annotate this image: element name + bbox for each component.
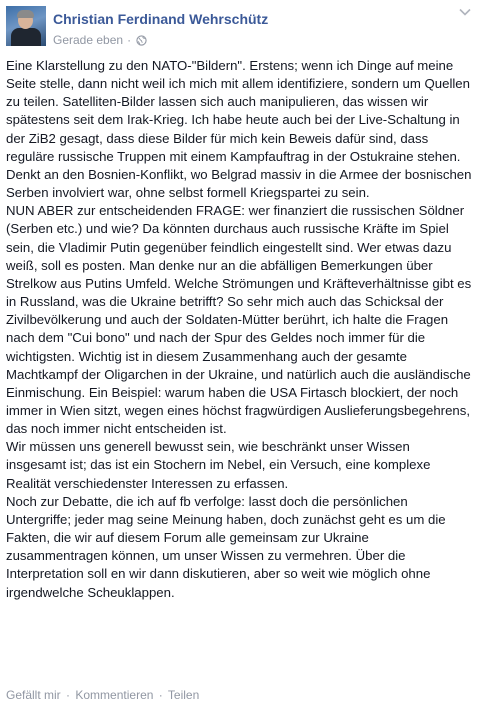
post-timestamp[interactable]: Gerade eben: [53, 33, 124, 47]
avatar-figure-body: [11, 28, 41, 46]
post-body-text: Eine Klarstellung zu den NATO-"Bildern". Erstens; wenn ich Dinge auf meine Seite stelle, dann nicht weil ich mich mit allem identifiziere, sondern um Quellen zu teilen. Satelliten-Bilder lassen sich auch manipulieren, das wissen wir spätestens seit dem Irak-Krieg. Ich habe heute auch bei der Live-Schaltung in der ZiB2 gesagt, dass diese Bilder für mich kein Beweis dafür sind, dass reguläre russische Truppen mit einem Kampfauftrag in der Ostukraine stehen. Denkt an den Bosnien-Konflikt, wo Belgrad massiv in die Armee der bosnischen Serben involviert war, ohne selbst formell Kriegspartei zu sein. NUN ABER zur entscheidenden FRAGE: wer finanziert die russischen Söldner (Serben etc.) und wie? Da könnten durchaus auch russische Kräfte im Spiel sein, die Vladimir Putin gegenüber feindlich eingestellt sind. Wer etwas dazu weiß, soll es posten. Man denke nur an die abfälligen Bemerkungen über Strelkow aus Putins Umfeld. Welche Strömungen und Kräfteverhältnisse gibt es in Russland, was die Ukraine betrifft? So sehr mich auch das Schicksal der Zivilbevölkerung und auch der Soldaten-Mütter berührt, ich halte die Fragen nach dem "Cui bono" und nach der Spur des Geldes noch immer für die wichtigsten. Wichtig ist in diesem Zusammenhang auch der gesamte Machtkampf der Oligarchen in der Ukraine, und natürlich auch die ausländische Einmischung. Ein Beispiel: warum haben die USA Firtasch blockiert, der noch immer in Wien sitzt, wegen eines höchst fragwürdigen Auslieferungsbegehrens, das noch immer nicht entscheiden ist. Wir müssen uns generell bewusst sein, wie beschränkt unser Wissen insgesamt ist; das ist ein Stochern im Nebel, ein Versuch, eine komplexe Realität verschiedenster Interessen zu erfassen. Noch zur Debatte, die ich auf fb verfolge: lasst doch die persönlichen Untergriffe; jeder mag seine Meinung haben, doch zunächst geht es um die Fakten, die wir auf diesem Forum alle gemeinsam zur Ukraine zusammentragen können, um unser Wissen zu vermehren. Über die Interpretation soll en wir dann diskutieren, aber so weit wie möglich ohne irgendwelche Scheuklappen.: [6, 58, 472, 600]
post-meta: [53, 33, 147, 47]
share-link[interactable]: Teilen: [167, 688, 200, 702]
post-actions: [6, 688, 199, 702]
meta-separator: ·: [127, 33, 132, 47]
author-avatar[interactable]: [6, 6, 46, 46]
like-link[interactable]: Gefällt mir: [6, 688, 61, 702]
chevron-down-icon[interactable]: [458, 6, 472, 18]
author-name-link[interactable]: Christian Ferdinand Wehrschütz: [53, 11, 269, 27]
avatar-figure-hair: [17, 10, 34, 18]
comment-link[interactable]: Kommentieren: [75, 688, 154, 702]
globe-icon[interactable]: [136, 35, 147, 46]
action-separator: ·: [66, 688, 71, 702]
post-header: [6, 6, 472, 50]
action-separator: ·: [158, 688, 163, 702]
